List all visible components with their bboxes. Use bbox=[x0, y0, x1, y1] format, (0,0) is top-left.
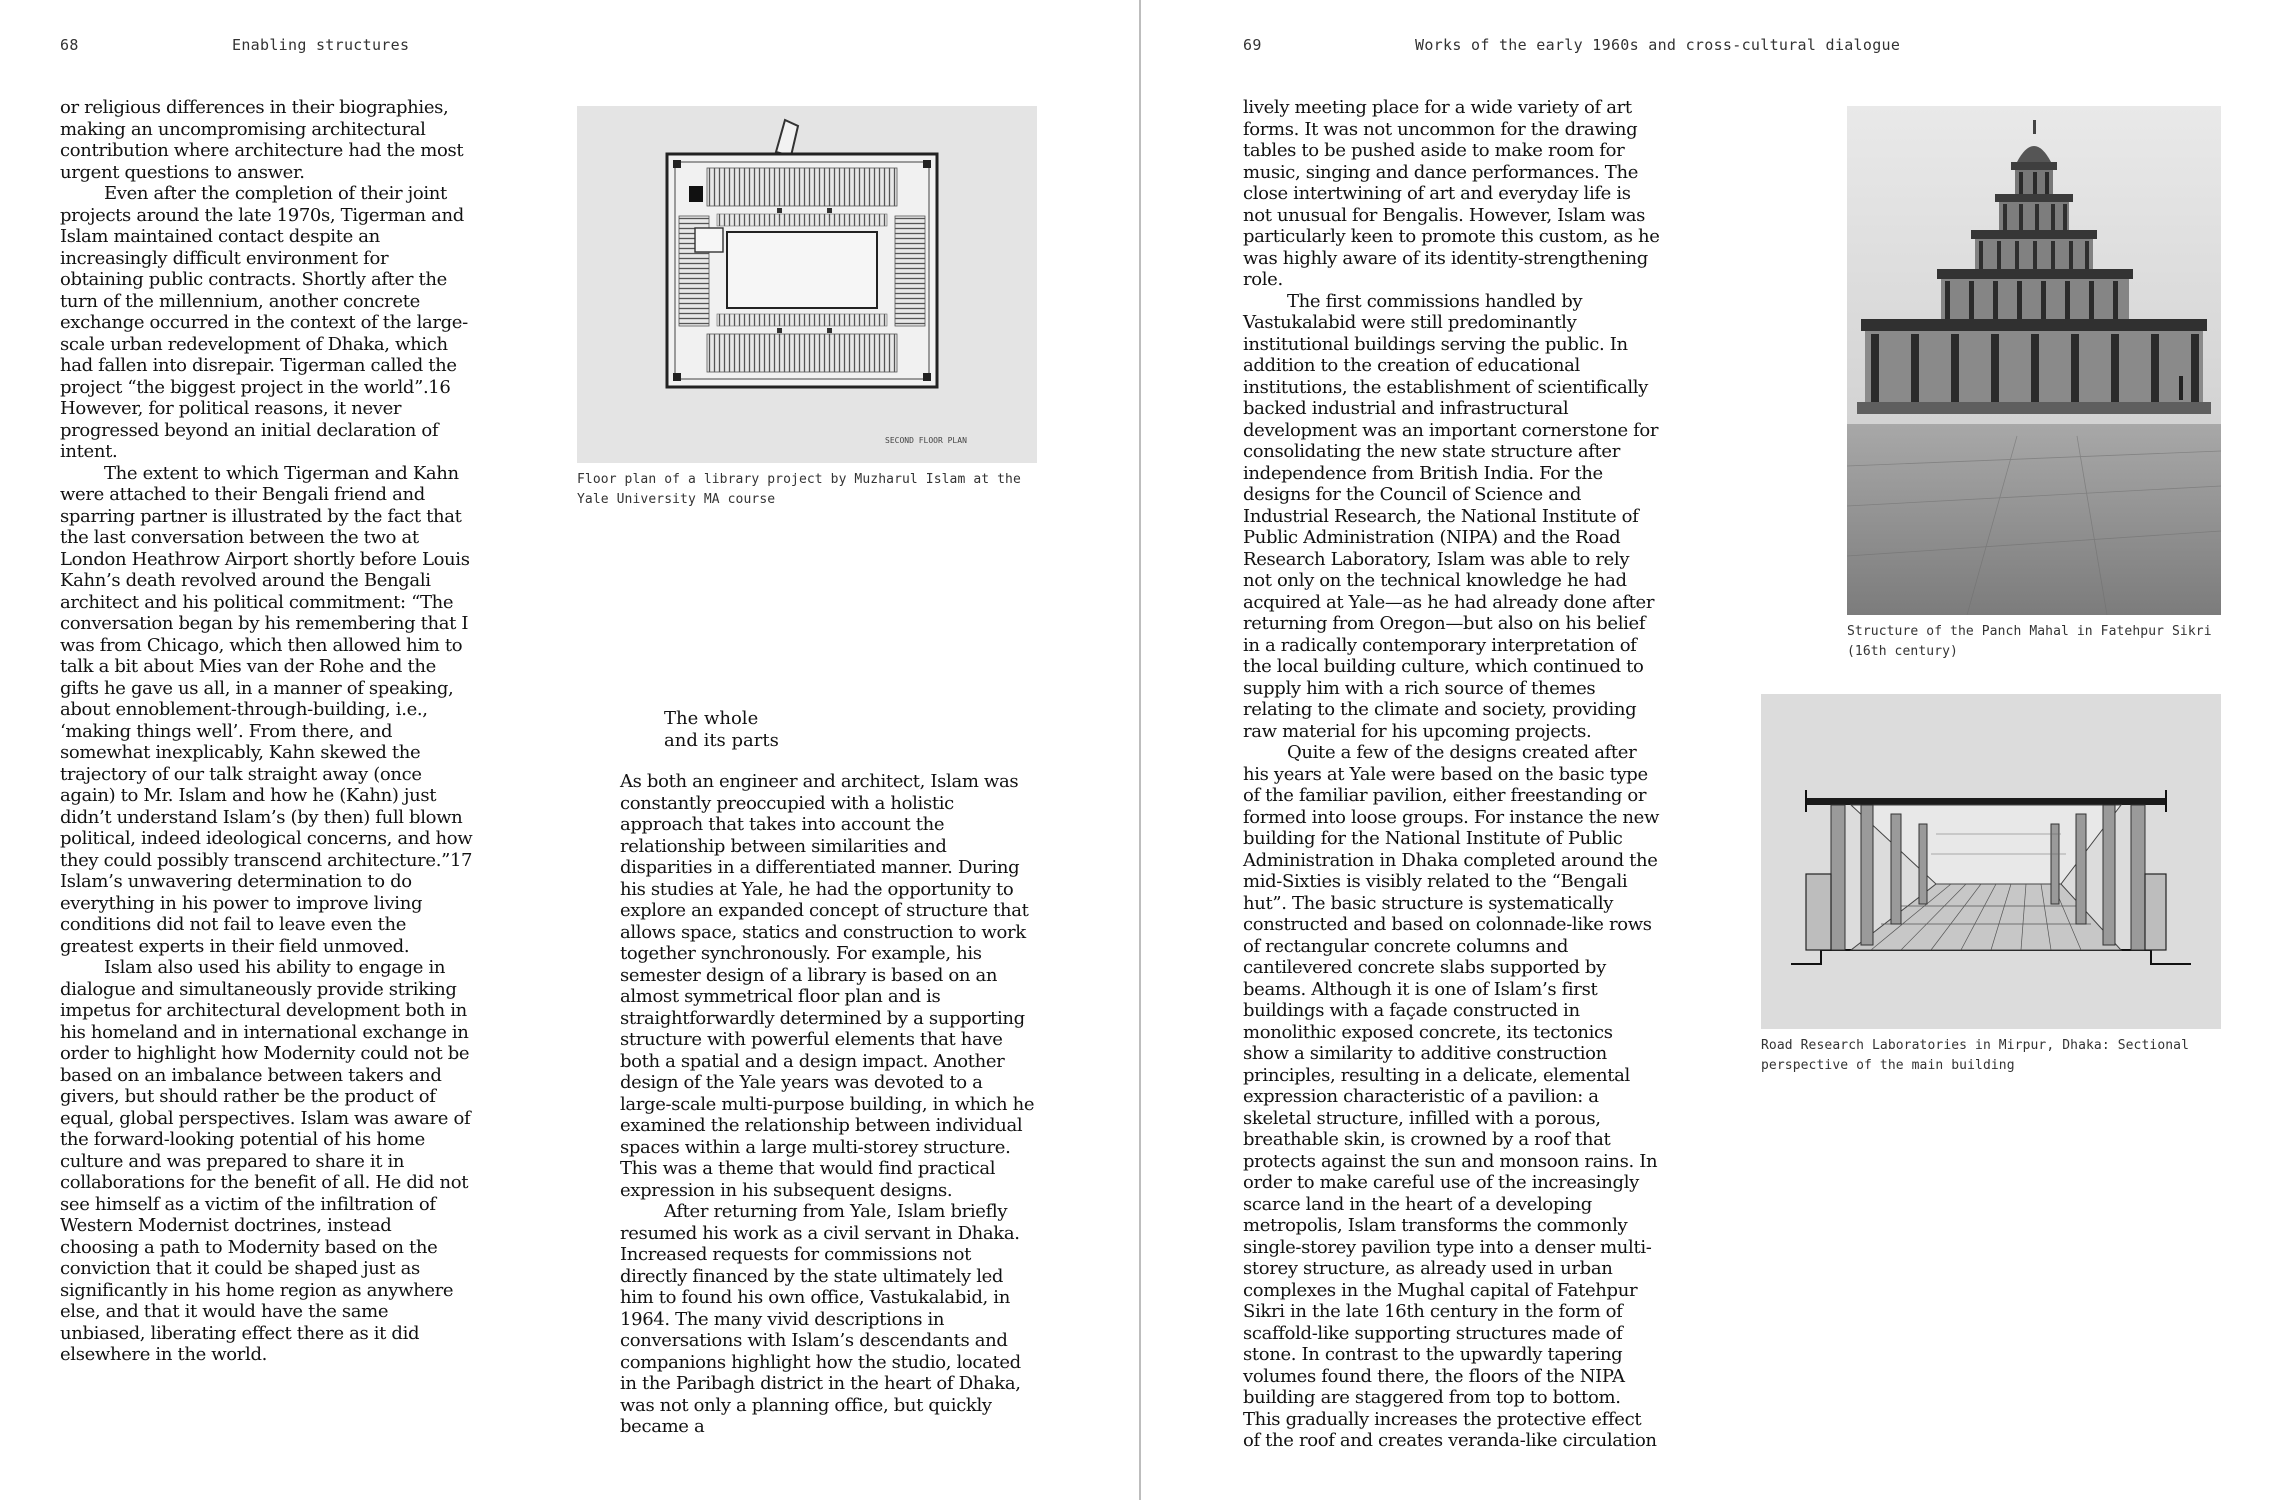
left-page-number: 68 bbox=[60, 36, 79, 54]
left-page bbox=[0, 0, 1139, 1500]
subheading-line-2: and its parts bbox=[664, 729, 779, 751]
left-text-column-1 bbox=[60, 97, 475, 1366]
body-paragraph: The extent to which Tigerman and Kahn were attached to their Bengali friend and sparring partner is illustrated by the fact that the last conversation between the two at London Heathrow Airport shortly before Louis Kahn’s death revolved around the Bengali architect and his political commitment: “The conversation began by his remembering that I was from Chicago, which then allowed him to talk a bit about Mies van der Rohe and the gifts he gave us all, in a manner of speaking, about ennoblement-through-building, i.e., ‘making things well’. From there, and somewhat inexplicably, Kahn skewed the trajectory of our talk straight away (once again) to Mr. Islam and how he (Kahn) just didn’t understand Islam’s (by then) full blown political, indeed ideological concerns, and how they could possibly transcend architecture.”17 Islam’s unwavering determination to do everything in his power to improve living conditions did not fail to leave even the greatest experts in their field unmoved. bbox=[60, 462, 473, 957]
body-paragraph: Quite a few of the designs created after his years at Yale were based on the basic type of the familiar pavilion, either freestanding or formed into loose groups. For instance the new building for the National Institute of Public Administration in Dhaka completed around the mid-Sixties is visibly related to the “Bengali hut”. The basic structure is systematically constructed and based on colonnade-like rows of rectangular concrete columns and cantilevered concrete slabs supported by beams. Although it is one of Islam’s first buildings with a façade constructed in monolithic exposed concrete, its tectonics show a similarity to additive construction principles, resulting in a delicate, elemental expression characteristic of a pavilion: a skeletal structure, infilled with a porous, breathable skin, is crowned by a roof that protects against the sun and monsoon rains. In order to make careful use of the increasingly scarce land in the heart of a developing metropolis, Islam transforms the commonly single-storey pavilion type into a denser multi-storey structure, as already used in urban complexes in the Mughal capital of Fatehpur Sikri in the late 16th century in the form of scaffold-like supporting structures made of stone. In contrast to the upwardly tapering volumes found there, the floors of the NIPA building are staggered from top to bottom. This gradually increases the protective effect of the roof and creates veranda-like circulation bbox=[1243, 742, 1660, 1451]
left-running-head: Enabling structures bbox=[232, 36, 410, 54]
library-floor-plan-drawing bbox=[577, 106, 1037, 463]
section-subheading bbox=[664, 708, 779, 751]
figure-caption-panch-mahal: Structure of the Panch Mahal in Fatehpur Sikri (16th century) bbox=[1847, 624, 2212, 659]
body-paragraph: or religious differences in their biographies, making an uncompromising architectural contribution where architecture had the most urgent questions to answer. bbox=[60, 97, 464, 183]
body-paragraph: lively meeting place for a wide variety of art forms. It was not uncommon for the drawing tables to be pushed aside to make room for music, singing and dance performances. The close intertwining of art and everyday life is not unusual for Bengalis. However, Islam was particularly keen to promote this custom, as he was highly aware of its identity-strengthening role. bbox=[1243, 97, 1660, 290]
right-running-head: Works of the early 1960s and cross-cultural dialogue bbox=[1415, 36, 1901, 54]
body-paragraph: Even after the completion of their joint projects around the late 1970s, Tigerman and Islam maintained contact despite an increasingly difficult environment for obtaining public contracts. Shortly after the turn of the millennium, another concrete exchange occurred in the context of the large-scale urban redevelopment of Dhaka, which had fallen into disrepair. Tigerman called the project “the biggest project in the world”.16 However, for political reasons, it never progressed beyond an initial declaration of intent. bbox=[60, 183, 468, 462]
body-paragraph: As both an engineer and architect, Islam was constantly preoccupied with a holistic approach that takes into account the relationship between similarities and disparities in a differentiated manner. During his studies at Yale, he had the opportunity to explore an expanded concept of structure that allows space, statics and construction to work together synchronously. For example, his semester design of a library is based on an almost symmetrical floor plan and is straightforwardly determined by a supporting structure with powerful elements that have both a spatial and a design impact. Another design of the Yale years was devoted to a large-scale multi-purpose building, in which he examined the relationship between individual spaces within a large multi-storey structure. This was a theme that would find practical expression in his subsequent designs. bbox=[620, 771, 1035, 1201]
library-floor-plan-figure bbox=[577, 106, 1037, 463]
panch-mahal-photo bbox=[1847, 106, 2221, 615]
subheading-line-1: The whole bbox=[664, 708, 759, 729]
right-text-column-1 bbox=[1243, 97, 1662, 1452]
figure-caption-floor-plan: Floor plan of a library project by Muzharul Islam at the Yale University MA course bbox=[577, 472, 1021, 507]
right-page bbox=[1141, 0, 2280, 1500]
left-text-column-2 bbox=[620, 771, 1038, 1438]
figure-caption-road-research: Road Research Laboratories in Mirpur, Dhaka: Sectional perspective of the main building bbox=[1761, 1038, 2190, 1073]
right-page-number: 69 bbox=[1243, 36, 1262, 54]
body-paragraph: After returning from Yale, Islam briefly resumed his work as a civil servant in Dhaka. Increased requests for commissions not directly financed by the state ultimately led him to found his own office, Vastukalabid, in 1964. The many vivid descriptions in conversations with Islam’s descendants and companions highlight how the studio, located in the Paribagh district in the heart of Dhaka, was not only a planning office, but quickly became a bbox=[620, 1201, 1021, 1437]
panch-mahal-illustration bbox=[1847, 106, 2221, 615]
body-paragraph: The first commissions handled by Vastukalabid were still predominantly institutional buildings serving the public. In addition to the creation of educational institutions, the establishment of scientifically backed industrial and infrastructural development was an important cornerstone for consolidating the new state structure after independence from British India. For the designs for the Council of Science and Industrial Research, the National Institute of Public Administration (NIPA) and the Road Research Laboratory, Islam was able to rely not only on the technical knowledge he had acquired at Yale—as he had already done after returning from Oregon—but also on his belief in a radically contemporary interpretation of the local building culture, which continued to supply him with a rich source of themes relating to the climate and society, providing raw material for his upcoming projects. bbox=[1243, 290, 1659, 742]
sectional-perspective-drawing bbox=[1761, 694, 2221, 1029]
floor-plan-label: SECOND FLOOR PLAN bbox=[885, 436, 967, 445]
body-paragraph: Islam also used his ability to engage in dialogue and simultaneously provide striking impetus for architectural development both in his homeland and in international exchange in order to highlight how Modernity could not be based on an imbalance between takers and givers, but should rather be the product of equal, global perspectives. Islam was aware of the forward-looking potential of his home culture and was prepared to share it in collaborations for the benefit of all. He did not see himself as a victim of the infiltration of Western Modernist doctrines, instead choosing a path to Modernity based on the conviction that it could be shaped just as significantly in his home region as anywhere else, and that it would have the same unbiased, liberating effect there as it did elsewhere in the world. bbox=[60, 957, 471, 1365]
road-research-lab-section bbox=[1761, 694, 2221, 1029]
